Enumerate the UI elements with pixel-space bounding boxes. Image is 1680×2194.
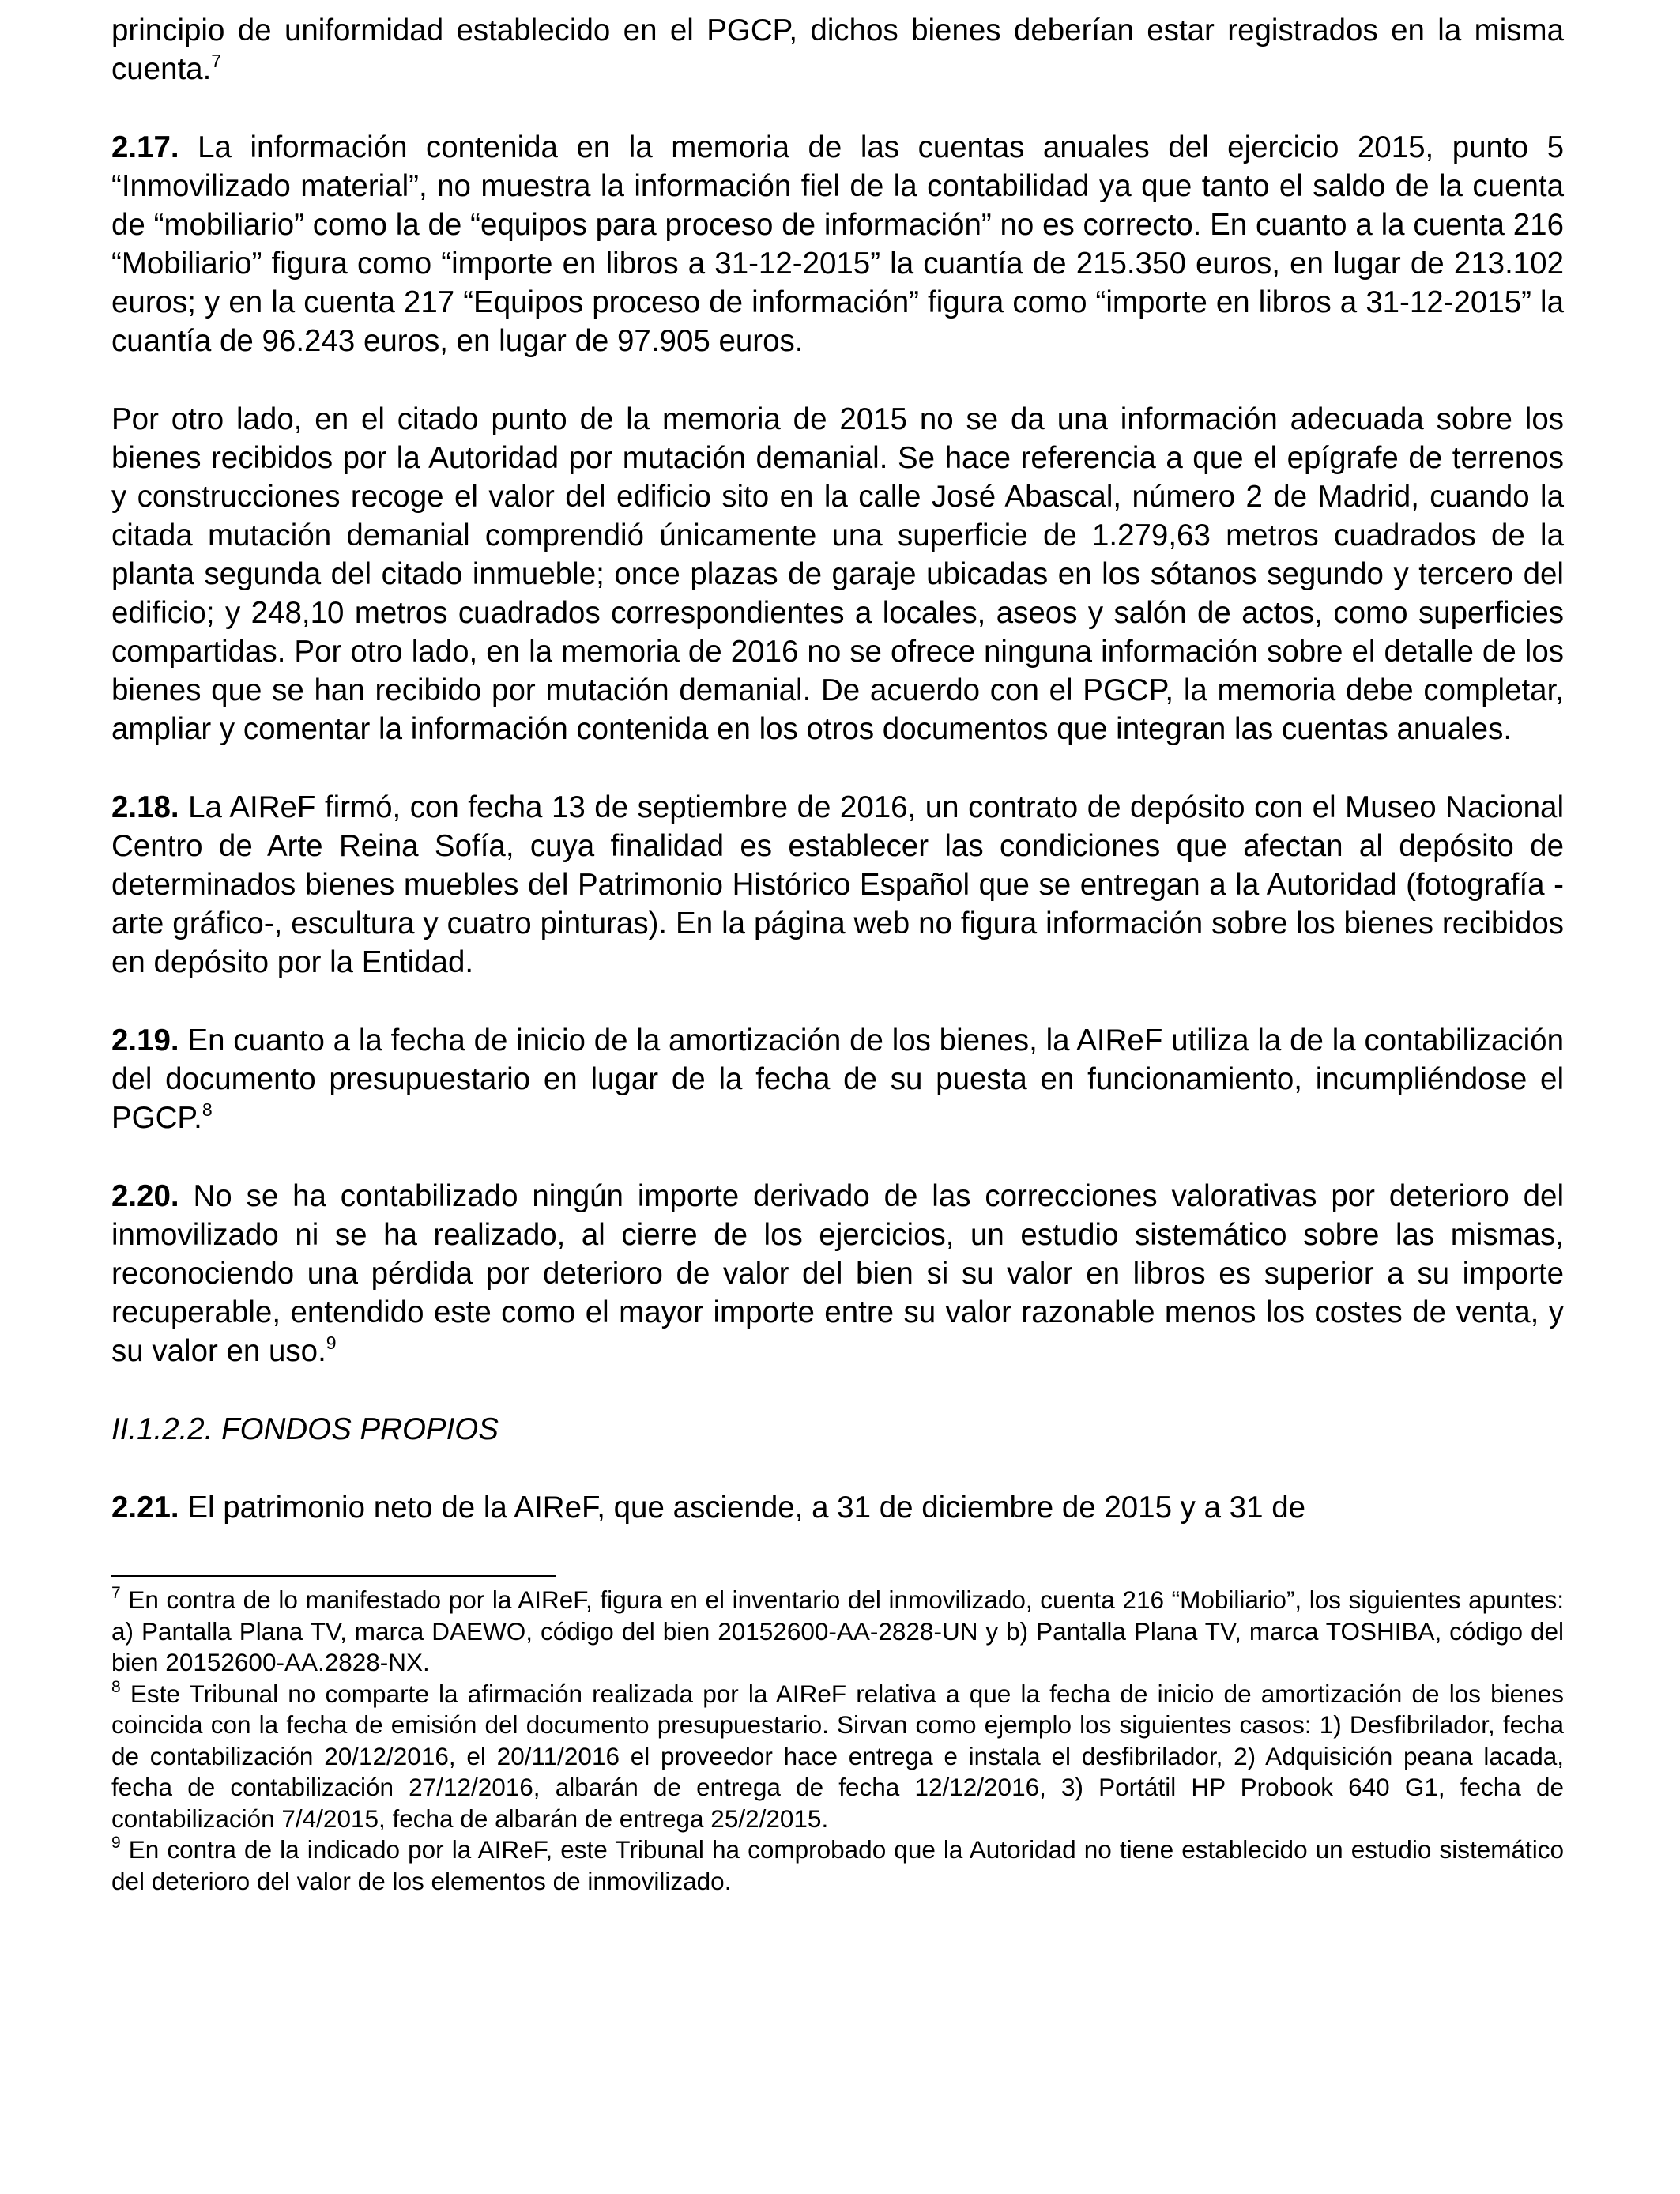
footnote-ref-7[interactable]: 7 xyxy=(211,51,222,71)
paragraph-number: 2.17. xyxy=(111,130,179,164)
paragraph-text: La AIReF firmó, con fecha 13 de septiembre de 2016, un contrato de depósito con el Museo Nacional Centro de Arte Reina Sofía, cuya finalidad es establecer las condiciones que afectan al depósito de determinados bienes muebles del Patrimonio Histórico Español que se entregan a la Autoridad (fotografía -arte gráfico-, escultura y cuatro pinturas). En la página web no figura información sobre los bienes recibidos en depósito por la Entidad. xyxy=(111,790,1564,979)
paragraph-text: En cuanto a la fecha de inicio de la amortización de los bienes, la AIReF utiliza la de la contabilización del documento presupuestario en lugar de la fecha de su puesta en funcionamiento, incumpliéndose el PGCP. xyxy=(111,1023,1564,1135)
paragraph-number: 2.20. xyxy=(111,1179,179,1213)
footnote-8 xyxy=(111,1679,1564,1835)
paragraph-number: 2.18. xyxy=(111,790,179,824)
footnote-ref-8[interactable]: 8 xyxy=(202,1099,213,1120)
footnote-ref-9[interactable]: 9 xyxy=(326,1333,337,1353)
paragraph-number: 2.19. xyxy=(111,1023,179,1057)
footnote-separator xyxy=(111,1575,556,1577)
paragraph-text: Por otro lado, en el citado punto de la memoria de 2015 no se da una información adecuada sobre los bienes recibidos por la Autoridad por mutación demanial. Se hace referencia a que el epígrafe de terrenos y construcciones recoge el valor del edificio sito en la calle José Abascal, número 2 de Madrid, cuando la citada mutación demanial comprendió únicamente una superficie de 1.279,63 metros cuadrados de la planta segunda del citado inmueble; once plazas de garaje ubicadas en los sótanos segundo y tercero del edificio; y 248,10 metros cuadrados correspondientes a locales, aseos y salón de actos, como superficies compartidas. Por otro lado, en la memoria de 2016 no se ofrece ninguna información sobre el detalle de los bienes que se han recibido por mutación demanial. De acuerdo con el PGCP, la memoria debe completar, ampliar y comentar la información contenida en los otros documentos que integran las cuentas anuales. xyxy=(111,402,1564,746)
footnote-mark: 7 xyxy=(111,1584,121,1602)
paragraph-text: La información contenida en la memoria de las cuentas anuales del ejercicio 2015, punto 5 “Inmovilizado material”, no muestra la información fiel de la contabilidad ya que tanto el saldo de la cuenta de “mobiliario” como la de “equipos para proceso de información” no es correcto. En cuanto a la cuenta 216 “Mobiliario” figura como “importe en libros a 31-12-2015” la cuantía de 215.350 euros, en lugar de 213.102 euros; y en la cuenta 217 “Equipos proceso de información” figura como “importe en libros a 31-12-2015” la cuantía de 96.243 euros, en lugar de 97.905 euros. xyxy=(111,130,1564,358)
paragraph-text: principio de uniformidad establecido en el PGCP, dichos bienes deberían estar registrados en la misma cuenta. xyxy=(111,13,1564,86)
footnote-7 xyxy=(111,1585,1564,1679)
paragraph-text: El patrimonio neto de la AIReF, que asciende, a 31 de diciembre de 2015 y a 31 de xyxy=(179,1491,1306,1525)
footnote-text: En contra de lo manifestado por la AIReF, figura en el inventario del inmovilizado, cuenta 216 “Mobiliario”, los siguientes apuntes: a) Pantalla Plana TV, marca DAEWO, código del bien 20152600-AA-2828-UN y b) Pantalla Plana TV, marca TOSHIBA, código del bien 20152600-AA.2828-NX. xyxy=(111,1585,1564,1676)
paragraph-2-19 xyxy=(111,1021,1564,1137)
footnote-text: En contra de la indicado por la AIReF, este Tribunal ha comprobado que la Autoridad no tiene establecido un estudio sistemático del deterioro del valor de los elementos de inmovilizado. xyxy=(111,1835,1564,1895)
paragraph-continuation xyxy=(111,11,1564,89)
footnote-mark: 8 xyxy=(111,1677,121,1696)
document-page xyxy=(111,11,1564,1897)
footnote-mark: 9 xyxy=(111,1834,121,1852)
paragraph-text: No se ha contabilizado ningún importe derivado de las correcciones valorativas por deterioro del inmovilizado ni se ha realizado, al cierre de los ejercicios, un estudio sistemático sobre las mismas, reconociendo una pérdida por deterioro de valor del bien si su valor en libros es superior a su importe recuperable, entendido este como el mayor importe entre su valor razonable menos los costes de venta, y su valor en uso. xyxy=(111,1179,1564,1368)
paragraph-number: 2.21. xyxy=(111,1491,179,1525)
paragraph-2-17-continued xyxy=(111,400,1564,748)
section-heading: II.1.2.2. FONDOS PROPIOS xyxy=(111,1412,499,1446)
paragraph-2-18 xyxy=(111,788,1564,982)
footnote-text: Este Tribunal no comparte la afirmación realizada por la AIReF relativa a que la fecha de inicio de amortización de los bienes coincida con la fecha de emisión del documento presupuestario. Sirvan como ejemplo los siguientes casos: 1) Desfibrilador, fecha de contabilización 20/12/2016, el 20/11/2016 el proveedor hace entrega e instala el desfibrilador, 2) Adquisición peana lacada, fecha de contabilización 27/12/2016, albarán de entrega de fecha 12/12/2016, 3) Portátil HP Probook 640 G1, fecha de contabilización 7/4/2015, fecha de albarán de entrega 25/2/2015. xyxy=(111,1679,1564,1833)
footnote-9 xyxy=(111,1834,1564,1897)
paragraph-2-17 xyxy=(111,128,1564,360)
paragraph-2-20 xyxy=(111,1177,1564,1370)
paragraph-2-21 xyxy=(111,1488,1564,1527)
